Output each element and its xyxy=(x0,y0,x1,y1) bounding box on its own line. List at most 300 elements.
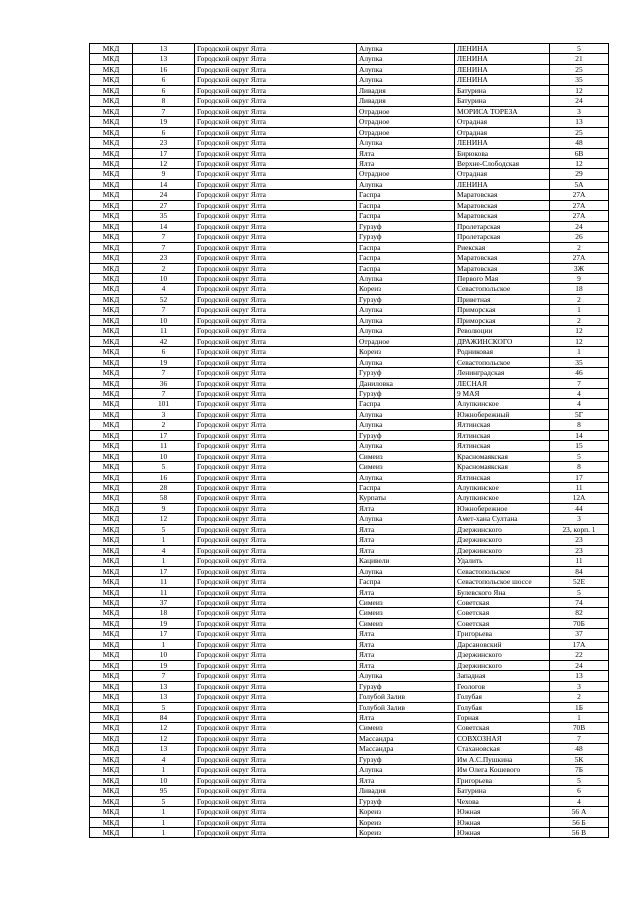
object-type-cell: МКД xyxy=(90,75,133,85)
settlement-cell: Ялта xyxy=(357,775,455,785)
table-row xyxy=(90,598,609,608)
house-number-cell: 13 xyxy=(550,671,609,681)
street-cell: Отрадная xyxy=(455,169,550,179)
object-type-cell: МКД xyxy=(90,347,133,357)
settlement-cell: Алупка xyxy=(357,765,455,775)
municipality-cell: Городской округ Ялта xyxy=(195,786,357,796)
object-type-cell: МКД xyxy=(90,462,133,472)
count-cell: 7 xyxy=(133,671,195,681)
street-cell: Приветная xyxy=(455,294,550,304)
object-type-cell: МКД xyxy=(90,127,133,137)
settlement-cell: Гурзуф xyxy=(357,232,455,242)
municipality-cell: Городской округ Ялта xyxy=(195,64,357,74)
table-row xyxy=(90,639,609,649)
table-row xyxy=(90,827,609,837)
house-number-cell: 27А xyxy=(550,200,609,210)
object-type-cell: МКД xyxy=(90,190,133,200)
object-type-cell: МКД xyxy=(90,713,133,723)
house-number-cell: 3 xyxy=(550,681,609,691)
object-type-cell: МКД xyxy=(90,399,133,409)
municipality-cell: Городской округ Ялта xyxy=(195,263,357,273)
street-cell: Горная xyxy=(455,713,550,723)
count-cell: 17 xyxy=(133,148,195,158)
street-cell: Маратовская xyxy=(455,253,550,263)
object-type-cell: МКД xyxy=(90,660,133,670)
object-type-cell: МКД xyxy=(90,368,133,378)
municipality-cell: Городской округ Ялта xyxy=(195,681,357,691)
object-type-cell: МКД xyxy=(90,54,133,64)
table-row xyxy=(90,64,609,74)
street-cell: Стахановская xyxy=(455,744,550,754)
object-type-cell: МКД xyxy=(90,472,133,482)
house-number-cell: 23 xyxy=(550,535,609,545)
municipality-cell: Городской округ Ялта xyxy=(195,96,357,106)
street-cell: Григорьева xyxy=(455,775,550,785)
object-type-cell: МКД xyxy=(90,692,133,702)
municipality-cell: Городской округ Ялта xyxy=(195,765,357,775)
settlement-cell: Кореиз xyxy=(357,817,455,827)
settlement-cell: Гаспра xyxy=(357,190,455,200)
street-cell: Южнобережный xyxy=(455,409,550,419)
settlement-cell: Курпаты xyxy=(357,493,455,503)
street-cell: Южная xyxy=(455,807,550,817)
object-type-cell: МКД xyxy=(90,336,133,346)
settlement-cell: Алупка xyxy=(357,315,455,325)
table-row xyxy=(90,221,609,231)
table-row xyxy=(90,524,609,534)
object-type-cell: МКД xyxy=(90,388,133,398)
table-row xyxy=(90,503,609,513)
count-cell: 10 xyxy=(133,451,195,461)
street-cell: ЛЕНИНА xyxy=(455,138,550,148)
settlement-cell: Отрадное xyxy=(357,336,455,346)
table-row xyxy=(90,483,609,493)
table-row xyxy=(90,263,609,273)
object-type-cell: МКД xyxy=(90,200,133,210)
object-type-cell: МКД xyxy=(90,117,133,127)
municipality-cell: Городской округ Ялта xyxy=(195,409,357,419)
count-cell: 1 xyxy=(133,535,195,545)
object-type-cell: МКД xyxy=(90,483,133,493)
object-type-cell: МКД xyxy=(90,221,133,231)
object-type-cell: МКД xyxy=(90,587,133,597)
settlement-cell: Алупка xyxy=(357,326,455,336)
table-row xyxy=(90,44,609,54)
count-cell: 58 xyxy=(133,493,195,503)
street-cell: Приморская xyxy=(455,305,550,315)
municipality-cell: Городской округ Ялта xyxy=(195,399,357,409)
table-row xyxy=(90,242,609,252)
count-cell: 9 xyxy=(133,503,195,513)
table-row xyxy=(90,723,609,733)
street-cell: Южнобережное xyxy=(455,503,550,513)
object-type-cell: МКД xyxy=(90,315,133,325)
housing-register-table xyxy=(89,43,609,838)
count-cell: 11 xyxy=(133,326,195,336)
settlement-cell: Гаспра xyxy=(357,211,455,221)
house-number-cell: 70Б xyxy=(550,618,609,628)
house-number-cell: 5А xyxy=(550,179,609,189)
table-row xyxy=(90,211,609,221)
street-cell: Советская xyxy=(455,618,550,628)
settlement-cell: Кореиз xyxy=(357,347,455,357)
count-cell: 13 xyxy=(133,681,195,691)
object-type-cell: МКД xyxy=(90,326,133,336)
street-cell: Севастопольское шоссе xyxy=(455,577,550,587)
house-number-cell: 9 xyxy=(550,273,609,283)
house-number-cell: 2 xyxy=(550,315,609,325)
count-cell: 27 xyxy=(133,200,195,210)
table-row xyxy=(90,566,609,576)
street-cell: Ялтинская xyxy=(455,430,550,440)
street-cell: ЛЕНИНА xyxy=(455,179,550,189)
table-row xyxy=(90,556,609,566)
street-cell: ЛЕНИНА xyxy=(455,44,550,54)
street-cell: СОВХОЗНАЯ xyxy=(455,733,550,743)
settlement-cell: Гурзуф xyxy=(357,681,455,691)
municipality-cell: Городской округ Ялта xyxy=(195,754,357,764)
municipality-cell: Городской округ Ялта xyxy=(195,127,357,137)
object-type-cell: МКД xyxy=(90,681,133,691)
house-number-cell: 21 xyxy=(550,54,609,64)
municipality-cell: Городской округ Ялта xyxy=(195,493,357,503)
count-cell: 36 xyxy=(133,378,195,388)
table-row xyxy=(90,493,609,503)
house-number-cell: 4 xyxy=(550,388,609,398)
settlement-cell: Симеиз xyxy=(357,598,455,608)
settlement-cell: Ливадия xyxy=(357,786,455,796)
settlement-cell: Алупка xyxy=(357,357,455,367)
house-number-cell: 27А xyxy=(550,190,609,200)
table-row xyxy=(90,232,609,242)
table-row xyxy=(90,85,609,95)
object-type-cell: МКД xyxy=(90,775,133,785)
count-cell: 5 xyxy=(133,462,195,472)
count-cell: 52 xyxy=(133,294,195,304)
municipality-cell: Городской округ Ялта xyxy=(195,775,357,785)
count-cell: 13 xyxy=(133,44,195,54)
table-row xyxy=(90,807,609,817)
object-type-cell: МКД xyxy=(90,817,133,827)
municipality-cell: Городской округ Ялта xyxy=(195,75,357,85)
settlement-cell: Голубой Залив xyxy=(357,702,455,712)
count-cell: 10 xyxy=(133,775,195,785)
object-type-cell: МКД xyxy=(90,796,133,806)
street-cell: Голубая xyxy=(455,702,550,712)
street-cell: МОРИСА ТОРЕЗА xyxy=(455,106,550,116)
object-type-cell: МКД xyxy=(90,618,133,628)
house-number-cell: 52Е xyxy=(550,577,609,587)
object-type-cell: МКД xyxy=(90,744,133,754)
count-cell: 13 xyxy=(133,692,195,702)
settlement-cell: Ялта xyxy=(357,587,455,597)
object-type-cell: МКД xyxy=(90,524,133,534)
settlement-cell: Кореиз xyxy=(357,284,455,294)
street-cell: Красномаякская xyxy=(455,451,550,461)
settlement-cell: Гаспра xyxy=(357,483,455,493)
municipality-cell: Городской округ Ялта xyxy=(195,671,357,681)
table-row xyxy=(90,158,609,168)
street-cell: Алупкинское xyxy=(455,483,550,493)
street-cell: Первого Мая xyxy=(455,273,550,283)
count-cell: 18 xyxy=(133,608,195,618)
house-number-cell: 56 В xyxy=(550,827,609,837)
object-type-cell: МКД xyxy=(90,305,133,315)
street-cell: Дзержинского xyxy=(455,535,550,545)
count-cell: 101 xyxy=(133,399,195,409)
count-cell: 5 xyxy=(133,702,195,712)
object-type-cell: МКД xyxy=(90,263,133,273)
house-number-cell: 35 xyxy=(550,75,609,85)
street-cell: Советская xyxy=(455,723,550,733)
house-number-cell: 4 xyxy=(550,796,609,806)
municipality-cell: Городской округ Ялта xyxy=(195,138,357,148)
count-cell: 11 xyxy=(133,441,195,451)
municipality-cell: Городской округ Ялта xyxy=(195,629,357,639)
table-row xyxy=(90,754,609,764)
settlement-cell: Алупка xyxy=(357,566,455,576)
house-number-cell: 11 xyxy=(550,483,609,493)
municipality-cell: Городской округ Ялта xyxy=(195,598,357,608)
municipality-cell: Городской округ Ялта xyxy=(195,545,357,555)
table-row xyxy=(90,75,609,85)
municipality-cell: Городской округ Ялта xyxy=(195,106,357,116)
settlement-cell: Кореиз xyxy=(357,807,455,817)
object-type-cell: МКД xyxy=(90,253,133,263)
object-type-cell: МКД xyxy=(90,535,133,545)
settlement-cell: Отрадное xyxy=(357,169,455,179)
table-row xyxy=(90,451,609,461)
count-cell: 1 xyxy=(133,639,195,649)
count-cell: 6 xyxy=(133,85,195,95)
street-cell: Революции xyxy=(455,326,550,336)
house-number-cell: 1 xyxy=(550,347,609,357)
table-row xyxy=(90,796,609,806)
municipality-cell: Городской округ Ялта xyxy=(195,336,357,346)
street-cell: Отрадная xyxy=(455,117,550,127)
table-row xyxy=(90,545,609,555)
settlement-cell: Алупка xyxy=(357,671,455,681)
house-number-cell: 27А xyxy=(550,211,609,221)
count-cell: 1 xyxy=(133,807,195,817)
table-row xyxy=(90,514,609,524)
municipality-cell: Городской округ Ялта xyxy=(195,357,357,367)
street-cell: Западная xyxy=(455,671,550,681)
settlement-cell: Ялта xyxy=(357,639,455,649)
object-type-cell: МКД xyxy=(90,85,133,95)
municipality-cell: Городской округ Ялта xyxy=(195,326,357,336)
settlement-cell: Симеиз xyxy=(357,608,455,618)
settlement-cell: Отрадное xyxy=(357,127,455,137)
municipality-cell: Городской округ Ялта xyxy=(195,221,357,231)
table-row xyxy=(90,357,609,367)
street-cell: Амет-хана Султана xyxy=(455,514,550,524)
street-cell: ЛЕНИНА xyxy=(455,54,550,64)
count-cell: 6 xyxy=(133,347,195,357)
object-type-cell: МКД xyxy=(90,273,133,283)
house-number-cell: 1Б xyxy=(550,702,609,712)
municipality-cell: Городской округ Ялта xyxy=(195,232,357,242)
municipality-cell: Городской округ Ялта xyxy=(195,315,357,325)
street-cell: Григорьева xyxy=(455,629,550,639)
table-row xyxy=(90,733,609,743)
object-type-cell: МКД xyxy=(90,169,133,179)
table-row xyxy=(90,650,609,660)
municipality-cell: Городской округ Ялта xyxy=(195,618,357,628)
settlement-cell: Ялта xyxy=(357,148,455,158)
house-number-cell: 3 xyxy=(550,106,609,116)
house-number-cell: 18 xyxy=(550,284,609,294)
table-row xyxy=(90,253,609,263)
municipality-cell: Городской округ Ялта xyxy=(195,420,357,430)
table-row xyxy=(90,190,609,200)
street-cell: Батурина xyxy=(455,96,550,106)
street-cell: Приморская xyxy=(455,315,550,325)
table-row xyxy=(90,294,609,304)
municipality-cell: Городской округ Ялта xyxy=(195,253,357,263)
house-number-cell: 82 xyxy=(550,608,609,618)
settlement-cell: Алупка xyxy=(357,305,455,315)
count-cell: 11 xyxy=(133,577,195,587)
house-number-cell: 56 А xyxy=(550,807,609,817)
table-row xyxy=(90,618,609,628)
house-number-cell: 6 xyxy=(550,786,609,796)
settlement-cell: Симеиз xyxy=(357,618,455,628)
table-row xyxy=(90,284,609,294)
object-type-cell: МКД xyxy=(90,64,133,74)
settlement-cell: Кореиз xyxy=(357,827,455,837)
house-number-cell: 5Г xyxy=(550,409,609,419)
house-number-cell: 7 xyxy=(550,378,609,388)
settlement-cell: Голубой Залив xyxy=(357,692,455,702)
count-cell: 7 xyxy=(133,305,195,315)
count-cell: 14 xyxy=(133,179,195,189)
street-cell: Ленинградская xyxy=(455,368,550,378)
street-cell: Дзержинского xyxy=(455,650,550,660)
street-cell: Чехова xyxy=(455,796,550,806)
settlement-cell: Гурзуф xyxy=(357,430,455,440)
municipality-cell: Городской округ Ялта xyxy=(195,200,357,210)
count-cell: 16 xyxy=(133,64,195,74)
count-cell: 4 xyxy=(133,754,195,764)
count-cell: 6 xyxy=(133,127,195,137)
municipality-cell: Городской округ Ялта xyxy=(195,242,357,252)
municipality-cell: Городской округ Ялта xyxy=(195,347,357,357)
house-number-cell: 7Б xyxy=(550,765,609,775)
count-cell: 12 xyxy=(133,158,195,168)
object-type-cell: МКД xyxy=(90,96,133,106)
table-row xyxy=(90,117,609,127)
settlement-cell: Ливадия xyxy=(357,85,455,95)
street-cell: Верхне-Слободская xyxy=(455,158,550,168)
settlement-cell: Симеиз xyxy=(357,723,455,733)
settlement-cell: Гурзуф xyxy=(357,221,455,231)
table-row xyxy=(90,472,609,482)
street-cell: Отрадная xyxy=(455,127,550,137)
table-body xyxy=(90,44,609,838)
municipality-cell: Городской округ Ялта xyxy=(195,451,357,461)
count-cell: 42 xyxy=(133,336,195,346)
table-row xyxy=(90,273,609,283)
table-row xyxy=(90,326,609,336)
object-type-cell: МКД xyxy=(90,629,133,639)
house-number-cell: 1 xyxy=(550,305,609,315)
municipality-cell: Городской округ Ялта xyxy=(195,169,357,179)
table-row xyxy=(90,775,609,785)
municipality-cell: Городской округ Ялта xyxy=(195,639,357,649)
object-type-cell: МКД xyxy=(90,232,133,242)
municipality-cell: Городской округ Ялта xyxy=(195,294,357,304)
table-row xyxy=(90,681,609,691)
house-number-cell: 8 xyxy=(550,462,609,472)
house-number-cell: 15 xyxy=(550,441,609,451)
house-number-cell: 23 xyxy=(550,545,609,555)
object-type-cell: МКД xyxy=(90,211,133,221)
settlement-cell: Ялта xyxy=(357,713,455,723)
street-cell: Батурина xyxy=(455,786,550,796)
table-row xyxy=(90,409,609,419)
house-number-cell: 17А xyxy=(550,639,609,649)
table-row xyxy=(90,671,609,681)
settlement-cell: Алупка xyxy=(357,472,455,482)
object-type-cell: МКД xyxy=(90,671,133,681)
count-cell: 16 xyxy=(133,472,195,482)
house-number-cell: 24 xyxy=(550,221,609,231)
house-number-cell: 44 xyxy=(550,503,609,513)
house-number-cell: 25 xyxy=(550,64,609,74)
table-row xyxy=(90,106,609,116)
object-type-cell: МКД xyxy=(90,148,133,158)
object-type-cell: МКД xyxy=(90,577,133,587)
house-number-cell: 5 xyxy=(550,44,609,54)
object-type-cell: МКД xyxy=(90,409,133,419)
object-type-cell: МКД xyxy=(90,158,133,168)
count-cell: 2 xyxy=(133,420,195,430)
count-cell: 6 xyxy=(133,75,195,85)
count-cell: 19 xyxy=(133,618,195,628)
settlement-cell: Гурзуф xyxy=(357,294,455,304)
municipality-cell: Городской округ Ялта xyxy=(195,273,357,283)
settlement-cell: Алупка xyxy=(357,441,455,451)
table-row xyxy=(90,535,609,545)
count-cell: 17 xyxy=(133,629,195,639)
street-cell: Дзержинского xyxy=(455,660,550,670)
count-cell: 13 xyxy=(133,54,195,64)
table-row xyxy=(90,786,609,796)
settlement-cell: Гаспра xyxy=(357,253,455,263)
count-cell: 23 xyxy=(133,138,195,148)
count-cell: 84 xyxy=(133,713,195,723)
table-row xyxy=(90,347,609,357)
municipality-cell: Городской округ Ялта xyxy=(195,44,357,54)
municipality-cell: Городской округ Ялта xyxy=(195,744,357,754)
object-type-cell: МКД xyxy=(90,786,133,796)
street-cell: Дзержинского xyxy=(455,545,550,555)
table-row xyxy=(90,388,609,398)
municipality-cell: Городской округ Ялта xyxy=(195,368,357,378)
street-cell: Им А.С.Пушкина xyxy=(455,754,550,764)
house-number-cell: 2 xyxy=(550,242,609,252)
house-number-cell: 5 xyxy=(550,451,609,461)
object-type-cell: МКД xyxy=(90,294,133,304)
object-type-cell: МКД xyxy=(90,827,133,837)
street-cell: ЛЕСНАЯ xyxy=(455,378,550,388)
count-cell: 17 xyxy=(133,430,195,440)
object-type-cell: МКД xyxy=(90,179,133,189)
object-type-cell: МКД xyxy=(90,556,133,566)
table-row xyxy=(90,315,609,325)
house-number-cell: 74 xyxy=(550,598,609,608)
